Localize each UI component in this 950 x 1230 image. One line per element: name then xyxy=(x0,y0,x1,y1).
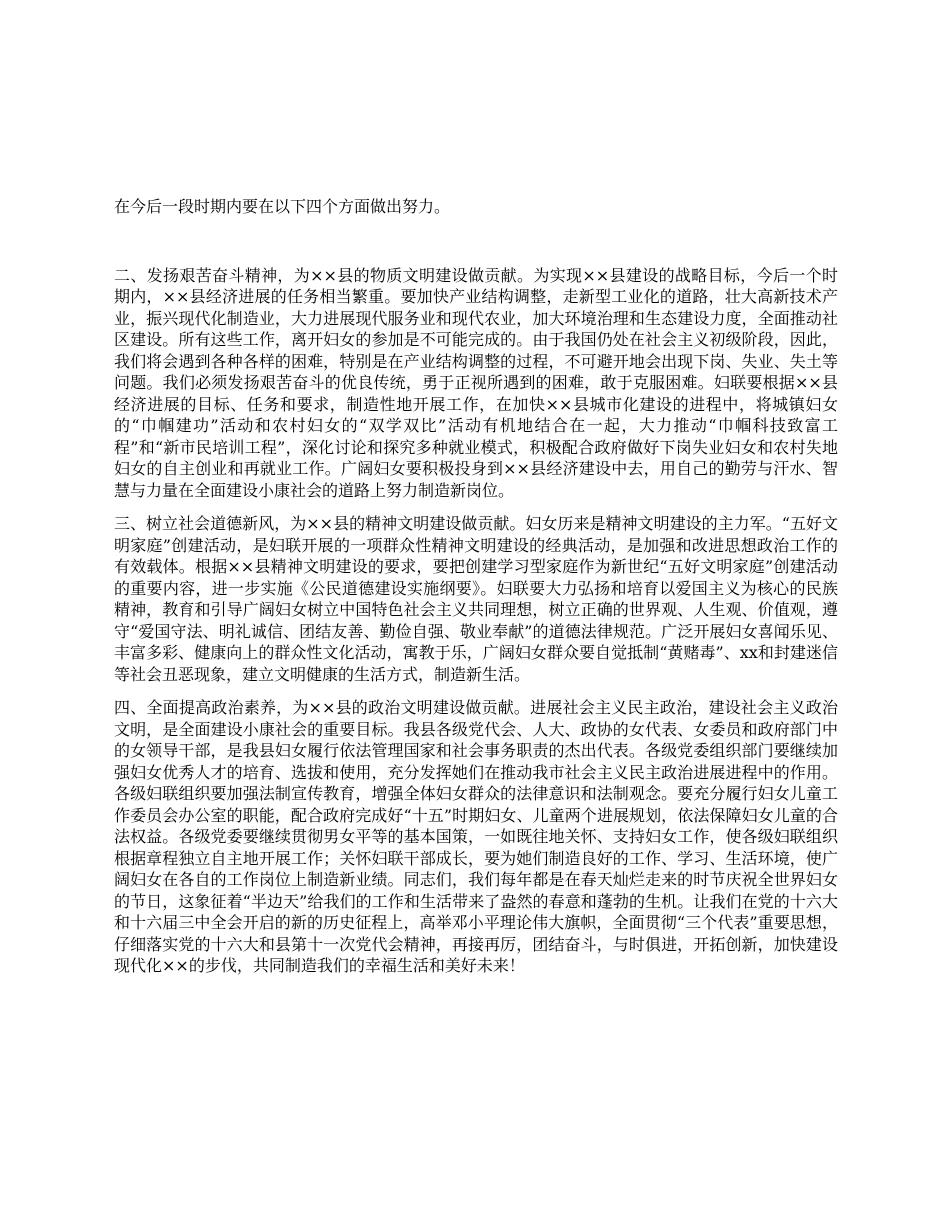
intro-paragraph: 在今后一段时期内要在以下四个方面做出努力。 xyxy=(114,197,451,216)
paragraph-section-four: 四、全面提高政治素养，为××县的政治文明建设做贡献。进展社会主义民主政治，建设社会主义政治文明，是全面建设小康社会的重要目标。我县各级党代会、人大、政协的女代表、女委员和政府部门中的女领导干部，是我县妇女履行依法管理国家和社会事务职责的杰出代表。各级党委组织部门要继续加强妇女优秀人才的培育、选拔和使用，充分发挥她们在推动我市社会主义民主政治进展进程中的作用。各级妇联组织要加强法制宣传教育，增强全体妇女群众的法律意识和法制观念。要充分履行妇女儿童工作委员会办公室的职能，配合政府完成好“十五”时期妇女、儿童两个进展规划，依法保障妇女儿童的合法权益。各级党委要继续贯彻男女平等的基本国策，一如既往地关怀、支持妇女工作，使各级妇联组织根据章程独立自主地开展工作；关怀妇联干部成长，要为她们制造良好的工作、学习、生活环境，使广阔妇女在各自的工作岗位上制造新业绩。同志们，我们每年都是在春天灿烂走来的时节庆祝全世界妇女的节日，这象征着“半边天”给我们的工作和生活带来了盎然的春意和蓬勃的生机。让我们在党的十六大和十六届三中全会开启的新的历史征程上，高举邓小平理论伟大旗帜，全面贯彻“三个代表”重要思想，仔细落实党的十六大和县第十一次党代会精神，再接再厉，团结奋斗，与时俱进，开拓创新，加快建设现代化××的步伐，共同制造我们的幸福生活和美好未来！ xyxy=(114,698,838,975)
paragraph-section-three: 三、树立社会道德新风，为××县的精神文明建设做贡献。妇女历来是精神文明建设的主力军。“五好文明家庭”创建活动，是妇联开展的一项群众性精神文明建设的经典活动，是加强和改进思想政治工作的有效载体。根据××县精神文明建设的要求，要把创建学习型家庭作为新世纪“五好文明家庭”创建活动的重要内容，进一步实施《公民道德建设实施纲要》。妇联要大力弘扬和培育以爱国主义为核心的民族精神，教育和引导广阔妇女树立中国特色社会主义共同理想，树立正确的世界观、人生观、价值观，遵守“爱国守法、明礼诚信、团结友善、勤俭自强、敬业奉献”的道德法律规范。广泛开展妇女喜闻乐见、丰富多彩、健康向上的群众性文化活动，寓教于乐，广阔妇女群众要自觉抵制“黄赌毒”、xx和封建迷信等社会丑恶现象，建立文明健康的生活方式，制造新生活。 xyxy=(114,514,838,684)
paragraph-section-two: 二、发扬艰苦奋斗精神，为××县的物质文明建设做贡献。为实现××县建设的战略目标，今后一个时期内，××县经济进展的任务相当繁重。要加快产业结构调整，走新型工业化的道路，壮大高新技术产业，振兴现代化制造业，大力进展现代服务业和现代农业，加大环境治理和生态建设力度，全面推动社区建设。所有这些工作，离开妇女的参加是不可能完成的。由于我国仍处在社会主义初级阶段，因此，我们将会遇到各种各样的困难，特别是在产业结构调整的过程，不可避开地会出现下岗、失业、失土等问题。我们必须发扬艰苦奋斗的优良传统，勇于正视所遇到的困难，敢于克服困难。妇联要根据××县经济进展的目标、任务和要求，制造性地开展工作，在加快××县城市化建设的进程中，将城镇妇女的“巾帼建功”活动和农村妇女的“双学双比”活动有机地结合在一起，大力推动“巾帼科技致富工程”和“新市民培训工程”，深化讨论和探究多种就业模式，积极配合政府做好下岗失业妇女和农村失地妇女的自主创业和再就业工作。广阔妇女要积极投身到××县经济建设中去，用自己的勤劳与汗水、智慧与力量在全面建设小康社会的道路上努力制造新岗位。 xyxy=(114,265,838,500)
document-body xyxy=(114,196,838,977)
